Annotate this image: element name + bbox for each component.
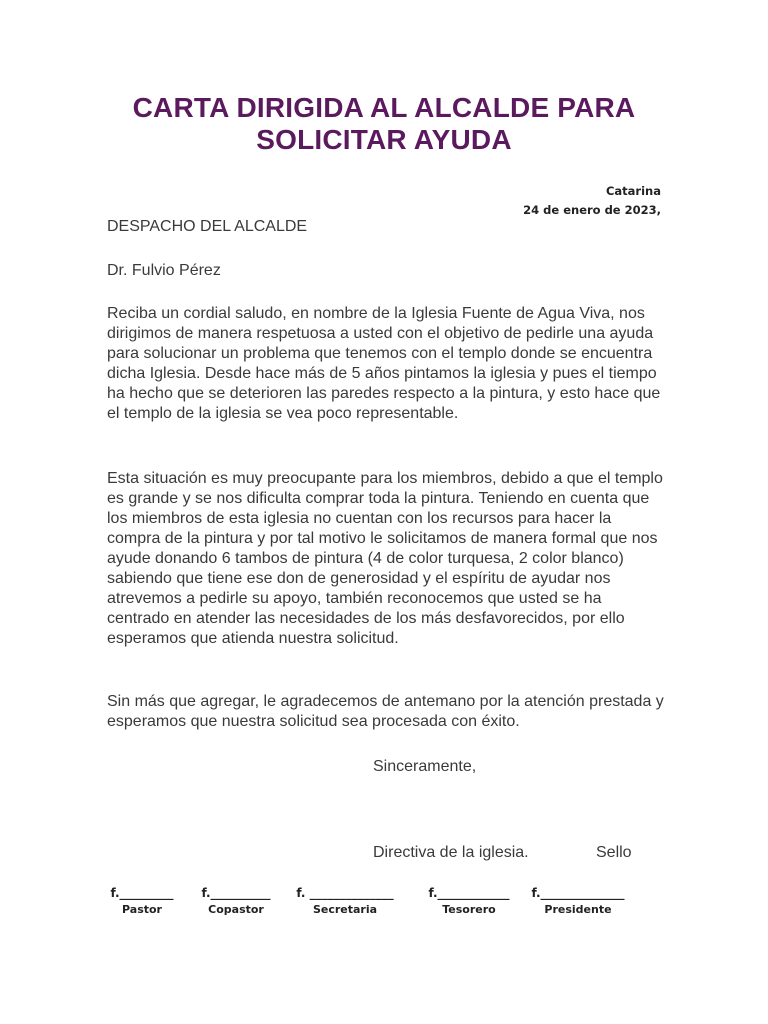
paragraph-text: Reciba un cordial saludo, en nombre de la Iglesia Fuente de Agua Viva, nos dirigimos de manera respetuosa a usted con el objetivo de pedirle una ayuda para solucionar un problema que tenemos con el templo donde se encuentra dicha Iglesia. Desde hace más de 5 años pintamos la iglesia y pues el tiempo ha hecho que se deterioren las paredes respecto a la pintura, y esto hace que el templo de la iglesia se vea poco representable. [107,305,661,422]
signature-role: Copastor [208,903,264,916]
signature-pastor [107,884,177,918]
title-line-1: CARTA DIRIGIDA AL ALCALDE PARA [132,92,636,123]
signature-role: Presidente [544,903,612,916]
signature-copastor [195,884,277,918]
signature-role: Pastor [122,903,162,916]
recipient-office: DESPACHO DEL ALCALDE [107,218,308,235]
letter-title [60,92,708,156]
signature-tesorero [420,884,518,918]
paragraph-greeting [107,304,667,424]
closing-sincerely: Sinceramente, [373,758,477,775]
date: 24 de enero de 2023, [523,203,661,217]
signature-line: f.__________ [201,886,271,900]
closing-signatory: Directiva de la iglesia. [373,844,529,861]
seal-label: Sello [596,844,632,861]
paragraph-request [107,469,667,649]
paragraph-thanks [107,692,667,732]
signature-line: f._________ [110,886,174,900]
title-line-2: SOLICITAR AYUDA [256,124,512,155]
signature-role: Secretaria [312,903,378,916]
paragraph-text: Sin más que agregar, le agradecemos de antemano por la atención prestada y esperamos que nuestra solicitud sea procesada con éxito. [107,693,664,730]
signature-presidente [520,884,636,918]
signature-line: f.____________ [428,886,510,900]
signature-secretaria [287,884,403,918]
place: Catarina [605,184,661,198]
signature-line: f.______________ [531,886,625,900]
recipient-name: Dr. Fulvio Pérez [107,262,221,279]
place-and-date [523,182,661,220]
signature-role: Tesorero [442,903,496,916]
signature-line: f. ______________ [296,886,394,900]
paragraph-text: Esta situación es muy preocupante para los miembros, debido a que el templo es grande y se nos dificulta comprar toda la pintura. Teniendo en cuenta que los miembros de esta iglesia no cuentan con los recursos para hacer la compra de la pintura y por tal motivo le solicitamos de manera formal que nos ayude donando 6 tambos de pintura (4 de color turquesa, 2 color blanco) sabiendo que tiene ese don de generosidad y el espíritu de ayudar nos atrevemos a pedirle su apoyo, también reconocemos que usted se ha centrado en atender las necesidades de los más desfavorecidos, por ello esperamos que atienda nuestra solicitud. [107,470,663,647]
